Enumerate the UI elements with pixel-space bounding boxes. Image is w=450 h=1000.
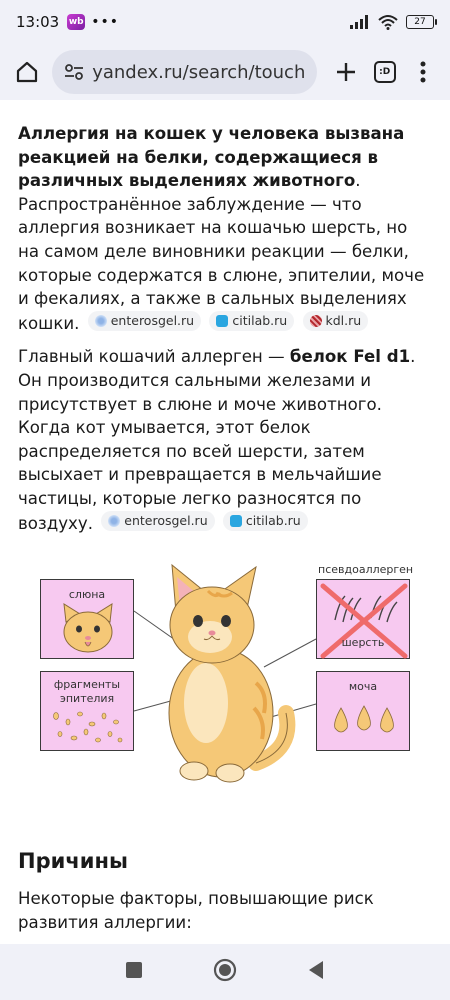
square-icon	[125, 961, 143, 979]
wildberries-notification-icon: wb	[67, 14, 85, 30]
more-notifications-icon: •••	[91, 14, 120, 30]
search-answer-content	[0, 100, 450, 944]
fur-box	[316, 579, 410, 659]
signal-icon	[350, 15, 370, 29]
home-nav-button[interactable]	[213, 958, 237, 986]
urine-label: моча	[348, 680, 378, 694]
cat-face-icon	[58, 604, 118, 656]
back-button[interactable]	[307, 960, 325, 984]
source-chip-citilab-2[interactable]: citilab.ru	[223, 511, 308, 531]
back-triangle-icon	[307, 960, 325, 980]
enterosgel-favicon-icon	[108, 515, 120, 527]
paragraph-allergy-cause	[18, 122, 432, 335]
saliva-label: слюна	[68, 588, 106, 602]
urine-box	[316, 671, 410, 751]
circle-icon	[213, 958, 237, 982]
paragraph-main-allergen: Главный кошачий аллерген — белок Fel d1. Он производится сальными железами и присутствует в слюне и моче животного. Когда кот умывается, этот белок распределяется по всей шерсти, затем высыхает и превращается в мельчайшие частицы, которые легко разносятся по воздуху. enterosgel.ru citilab.ru	[18, 347, 416, 533]
citilab-favicon-icon	[230, 515, 242, 527]
epithelium-particles-icon	[48, 708, 128, 748]
paragraph-bold-fel-d1: белок Fel d1	[289, 347, 411, 367]
home-button[interactable]	[8, 52, 46, 92]
epithelium-label-line2: эпителия	[59, 692, 115, 706]
citilab-favicon-icon	[216, 315, 228, 327]
browser-menu-button[interactable]	[404, 52, 442, 92]
wifi-icon	[378, 15, 398, 30]
battery-icon: 27	[406, 15, 434, 29]
paragraph-text: . Распространённое заблуждение — что аллергия возникает на кошачью шерсть, но на самом деле виновники реакции — белки, которые содержатся в слюне, эпителии, моче и фекалиях, а также в сальных выделениях кошки.	[18, 171, 425, 333]
browser-toolbar	[0, 44, 450, 100]
status-time: 13:03	[16, 13, 60, 31]
more-vertical-icon	[420, 61, 426, 83]
status-indicators	[350, 15, 434, 30]
epithelium-label-line1: фрагменты	[53, 678, 121, 692]
url-text: yandex.ru/search/touch	[92, 61, 306, 83]
enterosgel-favicon-icon	[95, 315, 107, 327]
source-chip-enterosgel[interactable]: enterosgel.ru	[88, 311, 201, 331]
fur-label: шерсть	[341, 636, 385, 650]
plus-icon	[335, 61, 357, 83]
new-tab-button[interactable]	[327, 52, 365, 92]
status-bar	[0, 0, 450, 44]
system-navigation-bar	[0, 944, 450, 1000]
tab-switcher-button[interactable]	[366, 52, 404, 92]
site-settings-icon	[64, 63, 84, 81]
source-chip-enterosgel-2[interactable]: enterosgel.ru	[101, 511, 214, 531]
tab-count: :D	[374, 61, 396, 83]
address-bar[interactable]	[52, 50, 317, 94]
source-chip-kdl[interactable]: kdl.ru	[303, 311, 369, 331]
home-icon	[15, 60, 39, 84]
urine-drops-icon	[329, 704, 399, 738]
recents-button[interactable]	[125, 961, 143, 983]
paragraph-risk-factors: Некоторые факторы, повышающие риск развития аллергии:	[18, 889, 374, 932]
pseudo-allergen-label: псевдоаллерген	[318, 563, 414, 577]
cat-allergen-illustration[interactable]	[18, 559, 432, 799]
saliva-box	[40, 579, 134, 659]
paragraph-bold-lead: Аллергия на кошек у человека вызвана реакцией на белки, содержащиеся в различных выделениях животного	[18, 124, 405, 191]
kdl-favicon-icon	[310, 315, 322, 327]
cat-illustration	[146, 563, 296, 795]
source-chip-citilab[interactable]: citilab.ru	[209, 311, 294, 331]
epithelium-box	[40, 671, 134, 751]
section-title-causes: Причины	[18, 849, 128, 874]
